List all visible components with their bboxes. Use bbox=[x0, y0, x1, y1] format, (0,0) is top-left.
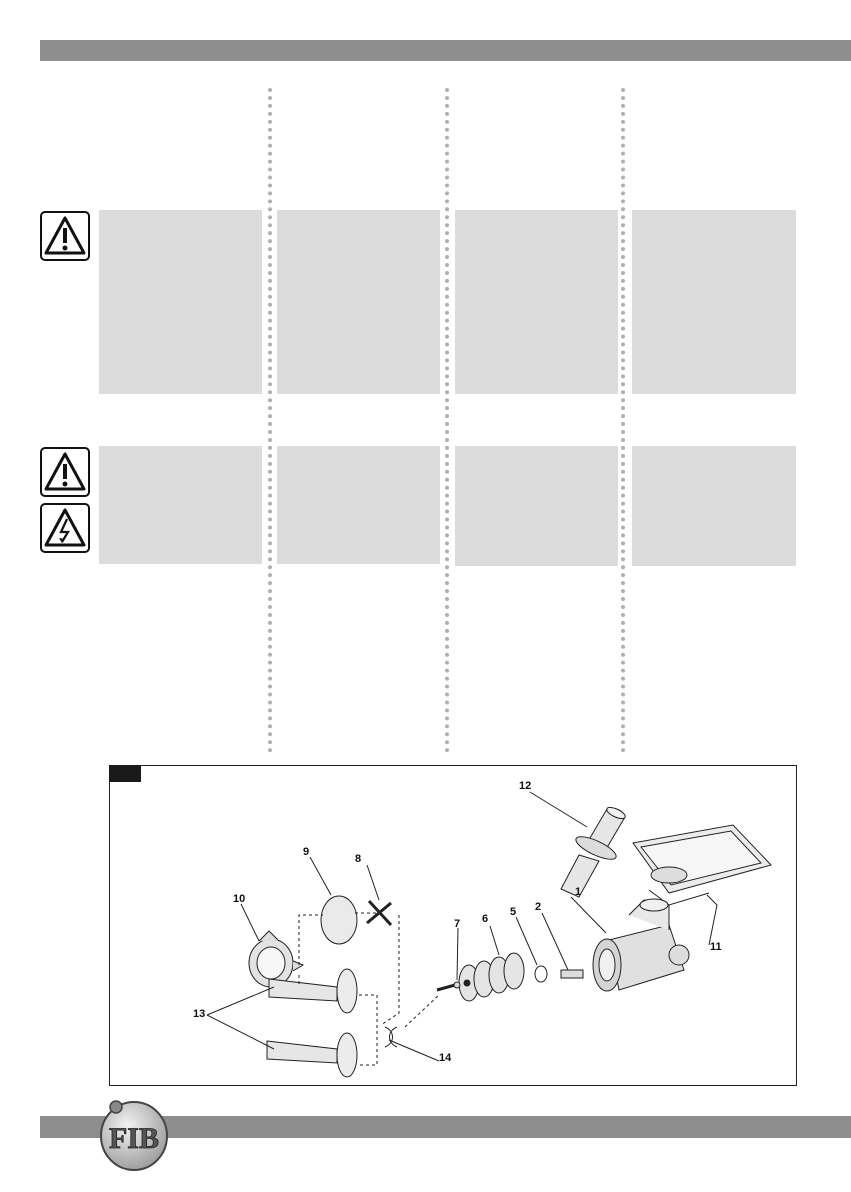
callout-7: 7 bbox=[454, 918, 461, 930]
text-panel bbox=[455, 446, 618, 566]
text-panel bbox=[632, 446, 796, 566]
callout-12: 12 bbox=[519, 780, 532, 792]
pusher-part bbox=[561, 805, 627, 897]
electric-hazard-icon bbox=[40, 503, 90, 553]
callout-10: 10 bbox=[233, 893, 246, 905]
knife-part bbox=[367, 901, 391, 925]
exploded-diagram bbox=[109, 765, 795, 1084]
column-divider bbox=[268, 88, 272, 753]
body-part bbox=[593, 899, 689, 991]
callout-1: 1 bbox=[575, 886, 582, 898]
text-panel bbox=[455, 210, 618, 394]
callout-14: 14 bbox=[439, 1052, 452, 1064]
fib-logo bbox=[96, 1094, 170, 1172]
warning-triangle-icon bbox=[40, 211, 90, 261]
logo-text: FIB bbox=[108, 1122, 160, 1155]
text-panel bbox=[99, 446, 262, 564]
spacer-part bbox=[385, 1027, 397, 1047]
ring-nut-part bbox=[249, 931, 303, 987]
callout-11: 11 bbox=[710, 941, 722, 953]
text-panel bbox=[99, 210, 262, 394]
callout-2: 2 bbox=[535, 901, 542, 913]
callout-6: 6 bbox=[482, 913, 489, 925]
callout-13: 13 bbox=[193, 1008, 206, 1020]
header-bar bbox=[40, 40, 851, 61]
column-divider bbox=[445, 88, 449, 753]
tray-part bbox=[633, 825, 771, 905]
plate-part bbox=[321, 896, 357, 944]
callout-5: 5 bbox=[510, 906, 517, 918]
text-panel bbox=[277, 210, 440, 394]
funnel-part bbox=[267, 969, 357, 1077]
warning-triangle-icon bbox=[40, 447, 90, 497]
callout-labels bbox=[193, 780, 722, 1064]
shaft-part bbox=[561, 970, 583, 978]
column-divider bbox=[621, 88, 625, 753]
pin-part bbox=[437, 982, 460, 990]
callout-9: 9 bbox=[303, 846, 310, 858]
ring-part bbox=[535, 966, 547, 982]
text-panel bbox=[277, 446, 440, 564]
text-panel bbox=[632, 210, 796, 394]
worm-part bbox=[459, 953, 524, 1001]
callout-8: 8 bbox=[355, 853, 362, 865]
